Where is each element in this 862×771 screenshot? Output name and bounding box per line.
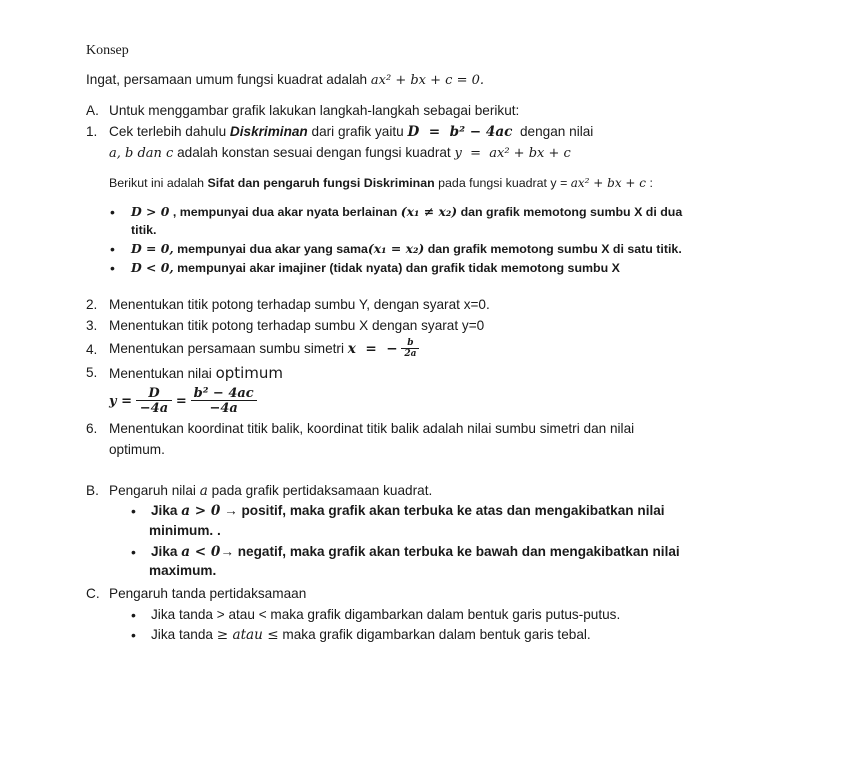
- symmetry-fraction: [401, 339, 419, 360]
- section-c-bullet-1: Jika tanda > atau < maka grafik digambarkan dalam bentuk garis putus-putus.: [151, 607, 621, 622]
- optimum-lhs: y =: [109, 394, 132, 409]
- sifat-post: :: [646, 176, 653, 190]
- section-c-marker: C.: [86, 586, 100, 601]
- b-bullet-1-pre: Jika: [151, 503, 182, 518]
- c-bullet-2-math: ≥ atau ≤: [216, 627, 279, 643]
- section-b-pre: Pengaruh nilai: [109, 483, 200, 498]
- bullet-dot: •: [131, 607, 136, 623]
- fraction-denominator: −4a: [136, 400, 172, 416]
- optimum-fraction-2: [191, 387, 257, 416]
- bullet-1-text-b: dan grafik memotong sumbu X di dua: [457, 205, 683, 219]
- bullet-2-math: (x₁ = x₂): [367, 241, 425, 256]
- step-4-text: Menentukan persamaan sumbu simetri: [109, 341, 348, 356]
- step-6-line-2: optimum.: [109, 442, 165, 457]
- section-b-bullet-1: [151, 502, 665, 520]
- discriminant-bullet-1: [131, 203, 682, 221]
- fraction-denominator: 2a: [401, 348, 419, 359]
- step-1-mid: dari grafik yaitu: [307, 124, 408, 139]
- step-4-marker: 4.: [86, 342, 98, 357]
- fraction-numerator: b: [407, 337, 414, 348]
- bullet-2-text-b: dan grafik memotong sumbu X di satu titik.: [424, 242, 682, 256]
- optimum-equals: =: [175, 394, 187, 409]
- bullet-1-continuation: titik.: [131, 223, 157, 237]
- c-bullet-2-pre: Jika tanda: [151, 627, 217, 642]
- section-c-text: Pengaruh tanda pertidaksamaan: [109, 586, 307, 601]
- step-5-text: Menentukan nilai: [109, 366, 216, 381]
- step-1-vars: a, b dan c: [109, 146, 174, 161]
- bullet-1-cond: D > 0: [131, 204, 170, 219]
- bullet-2-text-a: mempunyai dua akar yang sama: [173, 242, 368, 256]
- b-bullet-2-text: → negatif, maka grafik akan terbuka ke bawah dan mengakibatkan nilai: [220, 544, 680, 559]
- intro-formula: ax² + bx + c = 0.: [370, 73, 484, 88]
- bullet-1-math: (x₁ ≠ x₂): [400, 204, 458, 219]
- discriminant-bullet-3: [131, 259, 620, 277]
- optimum-fraction-1: [136, 387, 172, 416]
- optimum-formula: [109, 382, 257, 421]
- step-6-line-1: Menentukan koordinat titik balik, koordinat titik balik adalah nilai sumbu simetri dan nilai: [109, 421, 635, 436]
- section-b-bullet-2: [151, 543, 680, 561]
- section-a-text: Untuk menggambar grafik lakukan langkah-langkah sebagai berikut:: [109, 103, 520, 118]
- fraction-numerator: D: [148, 385, 160, 401]
- bullet-dot: •: [110, 260, 115, 276]
- b-bullet-1-text: → positif, maka grafik akan terbuka ke atas dan mengakibatkan nilai: [220, 503, 665, 518]
- step-5-marker: 5.: [86, 365, 98, 380]
- sifat-formula: ax² + bx + c: [570, 176, 647, 190]
- bullet-3-cond: D < 0,: [131, 260, 174, 275]
- step-5-line: [109, 364, 283, 383]
- step-2-text: Menentukan titik potong terhadap sumbu Y, dengan syarat x=0.: [109, 297, 490, 312]
- step-1-post: dengan nilai: [512, 124, 594, 139]
- section-c-bullet-2: [151, 626, 591, 644]
- sifat-pre: Berikut ini adalah: [109, 176, 208, 190]
- step-1-bold: Diskriminan: [229, 124, 308, 139]
- section-b-post: pada grafik pertidaksamaan kuadrat.: [207, 483, 433, 498]
- bullet-dot: •: [131, 544, 136, 560]
- section-b-var: a: [199, 483, 208, 499]
- sifat-mid: pada fungsi kuadrat y =: [434, 176, 571, 190]
- step-1-line-2: [109, 144, 571, 163]
- sifat-bold: Sifat dan pengaruh fungsi Diskriminan: [207, 176, 435, 190]
- step-1-line: [109, 123, 593, 141]
- fraction-denominator: −4a: [191, 400, 257, 416]
- b-bullet-2-math: a < 0: [181, 544, 221, 560]
- step-4-lhs: x = −: [347, 341, 398, 357]
- page-title: Konsep: [86, 43, 129, 58]
- bullet-dot: •: [131, 503, 136, 519]
- step-1-pre: Cek terlebih dahulu: [109, 124, 230, 139]
- bullet-dot: •: [110, 204, 115, 220]
- step-6-marker: 6.: [86, 421, 98, 436]
- step-4-line: [109, 334, 419, 364]
- bullet-3-text-a: mempunyai akar imajiner (tidak nyata) dan grafik tidak memotong sumbu X: [173, 261, 620, 275]
- bullet-dot: •: [131, 627, 136, 643]
- step-1-line2-formula: y = ax² + bx + c: [454, 146, 571, 161]
- bullet-2-cond: D = 0,: [131, 241, 174, 256]
- bullet-dot: •: [110, 241, 115, 257]
- c-bullet-2-post: maka grafik digambarkan dalam bentuk garis tebal.: [278, 627, 591, 642]
- step-1-line2-text: adalah konstan sesuai dengan fungsi kuadrat: [173, 145, 455, 160]
- step-2-marker: 2.: [86, 297, 98, 312]
- sifat-line: [109, 174, 653, 192]
- b-bullet-1-continuation: minimum. .: [149, 523, 221, 538]
- section-b-marker: B.: [86, 483, 99, 498]
- step-3-text: Menentukan titik potong terhadap sumbu X dengan syarat y=0: [109, 318, 485, 333]
- intro-line: [86, 71, 484, 90]
- bullet-1-text-a: , mempunyai dua akar nyata berlainan: [169, 205, 401, 219]
- fraction-numerator: b² − 4ac: [193, 385, 254, 401]
- b-bullet-2-pre: Jika: [151, 544, 182, 559]
- section-a-marker: A.: [86, 103, 99, 118]
- discriminant-bullet-2: [131, 240, 682, 258]
- b-bullet-1-math: a > 0: [181, 503, 221, 519]
- b-bullet-2-continuation: maximum.: [149, 563, 217, 578]
- step-5-word: optimum: [215, 364, 284, 382]
- section-b-line: [109, 482, 432, 500]
- intro-text: Ingat, persamaan umum fungsi kuadrat adalah: [86, 72, 371, 87]
- step-1-marker: 1.: [86, 124, 98, 139]
- step-1-formula: D = b² − 4ac: [407, 124, 513, 140]
- step-3-marker: 3.: [86, 318, 98, 333]
